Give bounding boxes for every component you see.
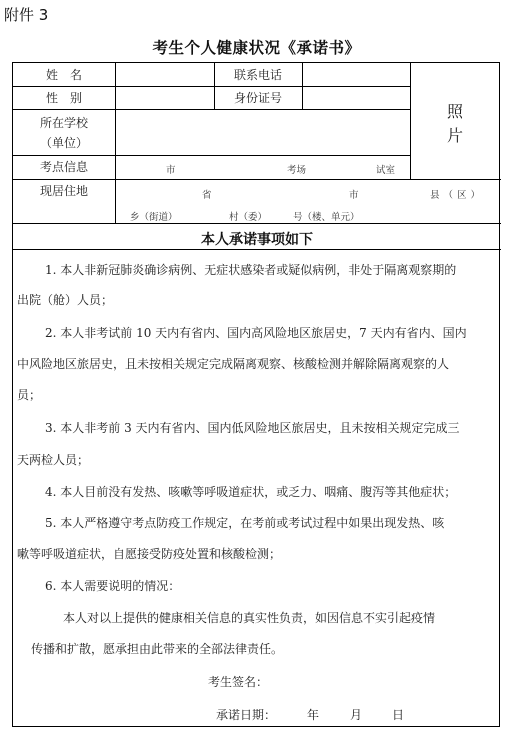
- exam-info-label: 考点信息: [39, 160, 88, 174]
- id-number-field[interactable]: [303, 87, 409, 108]
- photo-label: 片: [447, 126, 464, 145]
- address-label: 现居住地: [39, 184, 88, 198]
- id-number-label: 身份证号: [233, 91, 282, 105]
- address-village-label: 村（委）: [229, 212, 268, 223]
- document-title: 考生个人健康状况《承诺书》: [152, 39, 361, 57]
- school-label: 所在学校: [39, 116, 88, 130]
- name-field[interactable]: [116, 64, 213, 85]
- address-county-label: 县（区）: [430, 190, 485, 201]
- commitment-item-5: 5. 本人严格遵守考点防疫工作规定，在考前或考试过程中如果出现发热、咳: [45, 516, 445, 530]
- address-number-label: 号（楼、单元）: [293, 212, 360, 223]
- attachment-label: 附件 3: [4, 6, 49, 24]
- health-commitment-form: [12, 62, 500, 727]
- gender-label: 性 别: [45, 91, 82, 105]
- address-city-label: 市: [349, 190, 359, 201]
- declaration-text: 本人对以上提供的健康相关信息的真实性负责，如因信息不实引起疫情: [63, 611, 436, 625]
- row-divider: [13, 179, 501, 180]
- gender-field[interactable]: [116, 87, 213, 108]
- school-field[interactable]: [116, 110, 409, 154]
- commitment-item-1-cont: 出院（舱）人员；: [17, 293, 114, 307]
- date-label: 承诺日期：: [216, 708, 277, 722]
- exam-site-label: 考场: [287, 165, 307, 176]
- exam-city-label: 市: [166, 165, 176, 176]
- commitment-item-3-cont: 天两检人员；: [17, 453, 90, 467]
- commitment-item-2-cont: 中风险地区旅居史，且未按相关规定完成隔离观察、核酸检测并解除隔离观察的人: [17, 357, 450, 371]
- photo-label: 照: [447, 102, 464, 121]
- exam-room-label: 试室: [376, 165, 396, 176]
- row-divider: [13, 249, 501, 250]
- school-label-unit: （单位）: [39, 136, 88, 150]
- commitment-item-2: 2. 本人非考试前 10 天内有省内、国内高风险地区旅居史，7 天内有省内、国内: [45, 326, 467, 340]
- phone-label: 联系电话: [233, 68, 282, 82]
- row-divider: [13, 155, 410, 156]
- column-divider: [410, 63, 411, 179]
- commitment-item-6: 6. 本人需要说明的情况：: [45, 579, 181, 593]
- commitment-item-5-cont: 嗽等呼吸道症状，自愿接受防疫处置和核酸检测；: [17, 547, 282, 561]
- commitment-item-3: 3. 本人非考前 3 天内有省内、国内低风险地区旅居史，且未按相关规定完成三: [45, 421, 460, 435]
- address-province-label: 省: [202, 190, 212, 201]
- commitments-heading: 本人承诺事项如下: [201, 232, 313, 248]
- signature-field[interactable]: [269, 669, 449, 689]
- date-month-label: 月: [350, 708, 363, 722]
- date-year-label: 年: [307, 708, 320, 722]
- date-day-label: 日: [392, 708, 405, 722]
- phone-field[interactable]: [303, 64, 409, 85]
- address-township-label: 乡（街道）: [130, 212, 178, 223]
- row-divider: [13, 223, 501, 224]
- declaration-text-cont: 传播和扩散，愿承担由此带来的全部法律责任。: [31, 642, 284, 656]
- commitment-item-2-cont: 员；: [17, 388, 42, 402]
- name-label: 姓 名: [45, 68, 82, 82]
- signature-label: 考生签名：: [208, 675, 269, 689]
- commitment-item-4: 4. 本人目前没有发热、咳嗽等呼吸道症状，或乏力、咽痛、腹泻等其他症状；: [45, 485, 457, 499]
- commitment-item-1: 1. 本人非新冠肺炎确诊病例、无症状感染者或疑似病例，非处于隔离观察期的: [45, 263, 457, 277]
